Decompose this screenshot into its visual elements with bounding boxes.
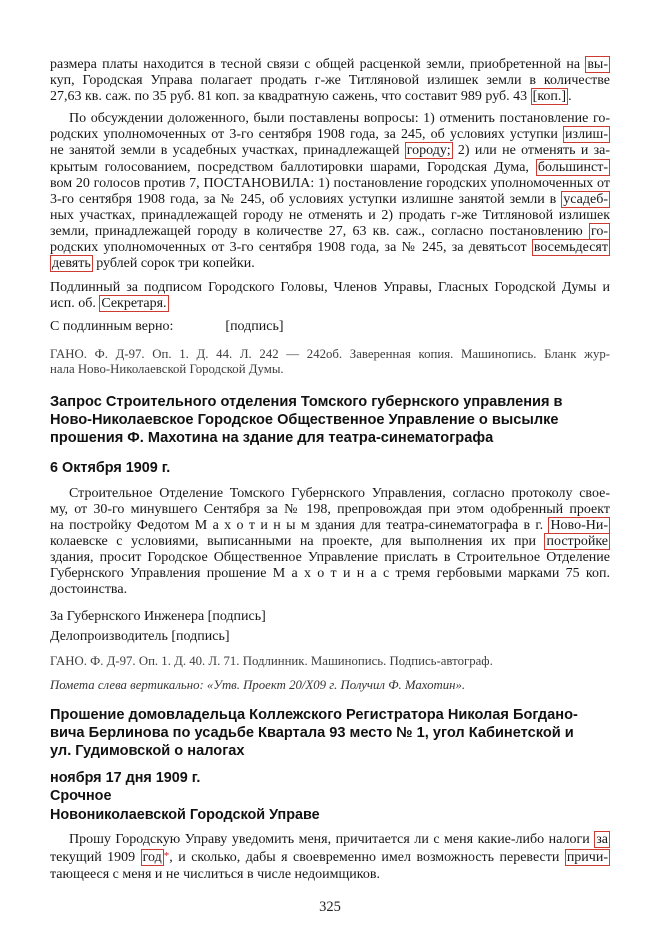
text-line bbox=[50, 89, 610, 105]
para-stroitelnoe-otdelenie bbox=[50, 486, 610, 599]
document-content bbox=[50, 57, 610, 883]
text-line bbox=[50, 73, 610, 89]
text-line bbox=[50, 362, 610, 378]
text-line bbox=[50, 280, 610, 296]
text-segment: ГАНО. Ф. Д-97. Оп. 1. Д. 40. Л. 71. Подлинник. Машинопись. Подпись-автограф. bbox=[50, 653, 493, 668]
highlighted-word: городу; bbox=[406, 143, 451, 159]
text-line bbox=[50, 127, 610, 143]
highlighted-word: излиш- bbox=[565, 127, 608, 143]
text-segment: 27,63 кв. саж. по 35 руб. 81 коп. за квадратную сажень, что составит 989 руб. 43 bbox=[50, 89, 531, 105]
text-segment: исп. об. bbox=[50, 296, 100, 312]
text-segment: крытым голосованием, посредством баллотировки шарами, Городская Дума, bbox=[50, 159, 536, 175]
text-line bbox=[50, 807, 610, 824]
text-line bbox=[50, 706, 610, 724]
para-signatories bbox=[50, 280, 610, 312]
highlighted-word: [коп.] bbox=[532, 89, 567, 105]
text-segment: рублей сорок три копейки. bbox=[92, 256, 255, 272]
text-line bbox=[50, 143, 610, 159]
text-line bbox=[50, 502, 610, 518]
page-number: 325 bbox=[319, 898, 341, 915]
text-line bbox=[50, 486, 610, 502]
text-segment: текущий 1909 bbox=[50, 850, 141, 866]
para-land-price bbox=[50, 57, 610, 105]
highlighted-word: восемьдесят bbox=[533, 240, 608, 256]
text-segment: . bbox=[568, 89, 572, 105]
text-segment: Строительное Отделение Томского Губернского Управления, согласно протоколу свое- bbox=[69, 485, 610, 501]
text-segment: Губернского Управления прошение М а х о т и н а с тремя гербовыми марками 75 коп. bbox=[50, 566, 610, 582]
text-segment: родских уполномоченных от 3-го сентября 1908 года, за № 245, за девятьсот bbox=[50, 240, 532, 256]
text-line bbox=[50, 240, 610, 256]
text-segment: земли, принадлежащей городу в количестве 27, 63 кв. саж., согласно постановлению bbox=[50, 223, 589, 239]
text-segment: [подпись] bbox=[225, 319, 284, 335]
text-segment: на постройку Федотом М а х о т и н ы м здания для театра-синематографа в г. bbox=[50, 518, 549, 534]
text-segment: достоинства. bbox=[50, 582, 128, 598]
archive-ref-2 bbox=[50, 654, 610, 670]
text-segment: 2) или не отменять и за- bbox=[452, 143, 611, 159]
text-line bbox=[50, 460, 610, 477]
text-line bbox=[50, 609, 610, 625]
text-segment: Новониколаевской Городской Управе bbox=[50, 806, 320, 823]
text-segment: прошения Ф. Махотина на здание для театра-синематографа bbox=[50, 430, 494, 447]
text-segment: нала Ново-Николаевской Городской Думы. bbox=[50, 362, 284, 377]
text-line bbox=[50, 57, 610, 73]
text-segment: 3-го сентября 1908 года, за № 245, об условиях уступки излишне занятой земли в bbox=[50, 191, 562, 207]
highlighted-word: Ново-Ни- bbox=[550, 518, 608, 534]
text-line bbox=[50, 208, 610, 224]
text-line bbox=[50, 160, 610, 176]
text-segment: 6 Октября 1909 г. bbox=[50, 460, 171, 477]
text-line bbox=[50, 518, 610, 534]
text-line bbox=[50, 742, 610, 760]
urgent-label bbox=[50, 788, 610, 805]
text-segment: , и сколько, дабы я своевременно имел возможность перевести bbox=[169, 850, 565, 866]
highlighted-word: усадеб- bbox=[563, 191, 608, 207]
highlighted-word: Секретаря. bbox=[101, 296, 167, 312]
text-segment: не занятой земли в усадебных участках, принадлежащей bbox=[50, 143, 405, 159]
text-line bbox=[50, 534, 610, 550]
text-line bbox=[50, 550, 610, 566]
text-line bbox=[50, 788, 610, 805]
text-line bbox=[50, 393, 610, 411]
text-segment: вича Берлинова по усадьбе Квартала 93 место № 1, угол Кабинетской и bbox=[50, 725, 574, 742]
addressee-line bbox=[50, 807, 610, 824]
heading-makhotin-request bbox=[50, 393, 610, 448]
text-segment: С подлинным верно: bbox=[50, 319, 174, 335]
text-segment: Делопроизводитель [подпись] bbox=[50, 628, 230, 644]
text-segment: Прошение домовладельца Коллежского Регистратора Николая Богдано- bbox=[50, 706, 578, 723]
text-segment: ных участках, принадлежащей городу не отменять и 2) продать г-же Титляновой излишек bbox=[50, 207, 610, 223]
text-segment: ГАНО. Ф. Д-97. Оп. 1. Д. 44. Л. 242 — 242об. Заверенная копия. Машинопись. Бланк жур- bbox=[50, 346, 610, 361]
text-line bbox=[50, 582, 610, 598]
text-segment: му, от 30-го минувшего Сентября за № 198, препровождая при этом одобренный проект bbox=[50, 501, 610, 517]
highlighted-word: вы- bbox=[587, 57, 608, 72]
text-line bbox=[50, 566, 610, 582]
highlighted-word: причи- bbox=[566, 850, 608, 866]
text-segment: Прошу Городскую Управу уведомить меня, причитается ли с меня какие-либо налоги bbox=[69, 832, 595, 848]
archive-ref-1 bbox=[50, 347, 610, 378]
highlighted-word: за bbox=[596, 832, 608, 848]
para-berlinov-request bbox=[50, 832, 610, 882]
text-segment: размера платы находится в тесной связи с общей расценкой земли, приобретенной на bbox=[50, 57, 586, 72]
text-line bbox=[50, 654, 610, 670]
text-line bbox=[50, 411, 610, 429]
text-segment: Срочное bbox=[50, 788, 112, 805]
highlighted-word: большинст- bbox=[537, 159, 608, 175]
text-line bbox=[50, 629, 610, 645]
text-line bbox=[50, 192, 610, 208]
text-line bbox=[50, 832, 610, 848]
text-segment: ноября 17 дня 1909 г. bbox=[50, 769, 201, 786]
text-line bbox=[50, 867, 610, 883]
text-segment: куп, Городская Управа полагает продать г-же Титляновой излишек земли в количестве bbox=[50, 73, 610, 89]
text-segment: ул. Гудимовской о налогах bbox=[50, 743, 245, 760]
date-line-makhotin bbox=[50, 460, 610, 477]
text-line bbox=[50, 296, 610, 312]
highlighted-word: девять bbox=[52, 256, 91, 272]
text-line bbox=[50, 111, 610, 127]
highlighted-word: год bbox=[142, 850, 162, 866]
text-line bbox=[50, 770, 610, 787]
text-line bbox=[50, 848, 610, 866]
sig-clerk bbox=[50, 629, 610, 645]
text-line bbox=[50, 224, 610, 240]
date-line-berlinov bbox=[50, 770, 610, 787]
heading-berlinov-petition bbox=[50, 706, 610, 761]
text-line bbox=[50, 319, 610, 335]
text-segment: вом 20 голосов против 7, ПОСТАНОВИЛА: 1) постановление городских уполномоченных от bbox=[50, 175, 610, 191]
sig-engineer bbox=[50, 609, 610, 625]
footnote-asterisk: * bbox=[163, 850, 170, 863]
text-line bbox=[50, 256, 610, 272]
text-segment: По обсуждении доложенного, были поставлены вопросы: 1) отменить постановление го- bbox=[69, 111, 610, 127]
para-duma-resolution bbox=[50, 111, 610, 272]
text-line bbox=[50, 724, 610, 742]
text-segment: Подлинный за подписом Городского Головы, Членов Управы, Гласных Городской Думы и bbox=[50, 280, 610, 296]
text-segment: родских уполномоченных от 3-го сентября 1908 года, за 245, об условиях уступки bbox=[50, 127, 564, 143]
text-line bbox=[50, 347, 610, 363]
text-line bbox=[50, 176, 610, 192]
marginal-note bbox=[50, 678, 610, 694]
highlighted-word: го- bbox=[590, 223, 608, 239]
text-line bbox=[50, 678, 610, 694]
text-segment: здания, просит Городское Общественное Управление прислать в Строительное Отделение bbox=[50, 550, 610, 566]
certified-line bbox=[50, 319, 610, 335]
text-segment: колаевске с условиями, выписанными на проекте, для выполнения их при bbox=[50, 534, 545, 550]
highlighted-word: постройке bbox=[546, 534, 608, 550]
text-segment: тающееся с меня и не числиться в числе недоимщиков. bbox=[50, 866, 380, 882]
text-segment: За Губернского Инженера [подпись] bbox=[50, 608, 266, 624]
text-segment: Помета слева вертикально: «Утв. Проект 20/Х09 г. Получил Ф. Махотин». bbox=[50, 678, 466, 693]
text-line bbox=[50, 429, 610, 447]
text-segment: Ново-Николаевское Городское Общественное Управление о высылке bbox=[50, 411, 559, 428]
text-segment: Запрос Строительного отделения Томского губернского управления в bbox=[50, 393, 563, 410]
